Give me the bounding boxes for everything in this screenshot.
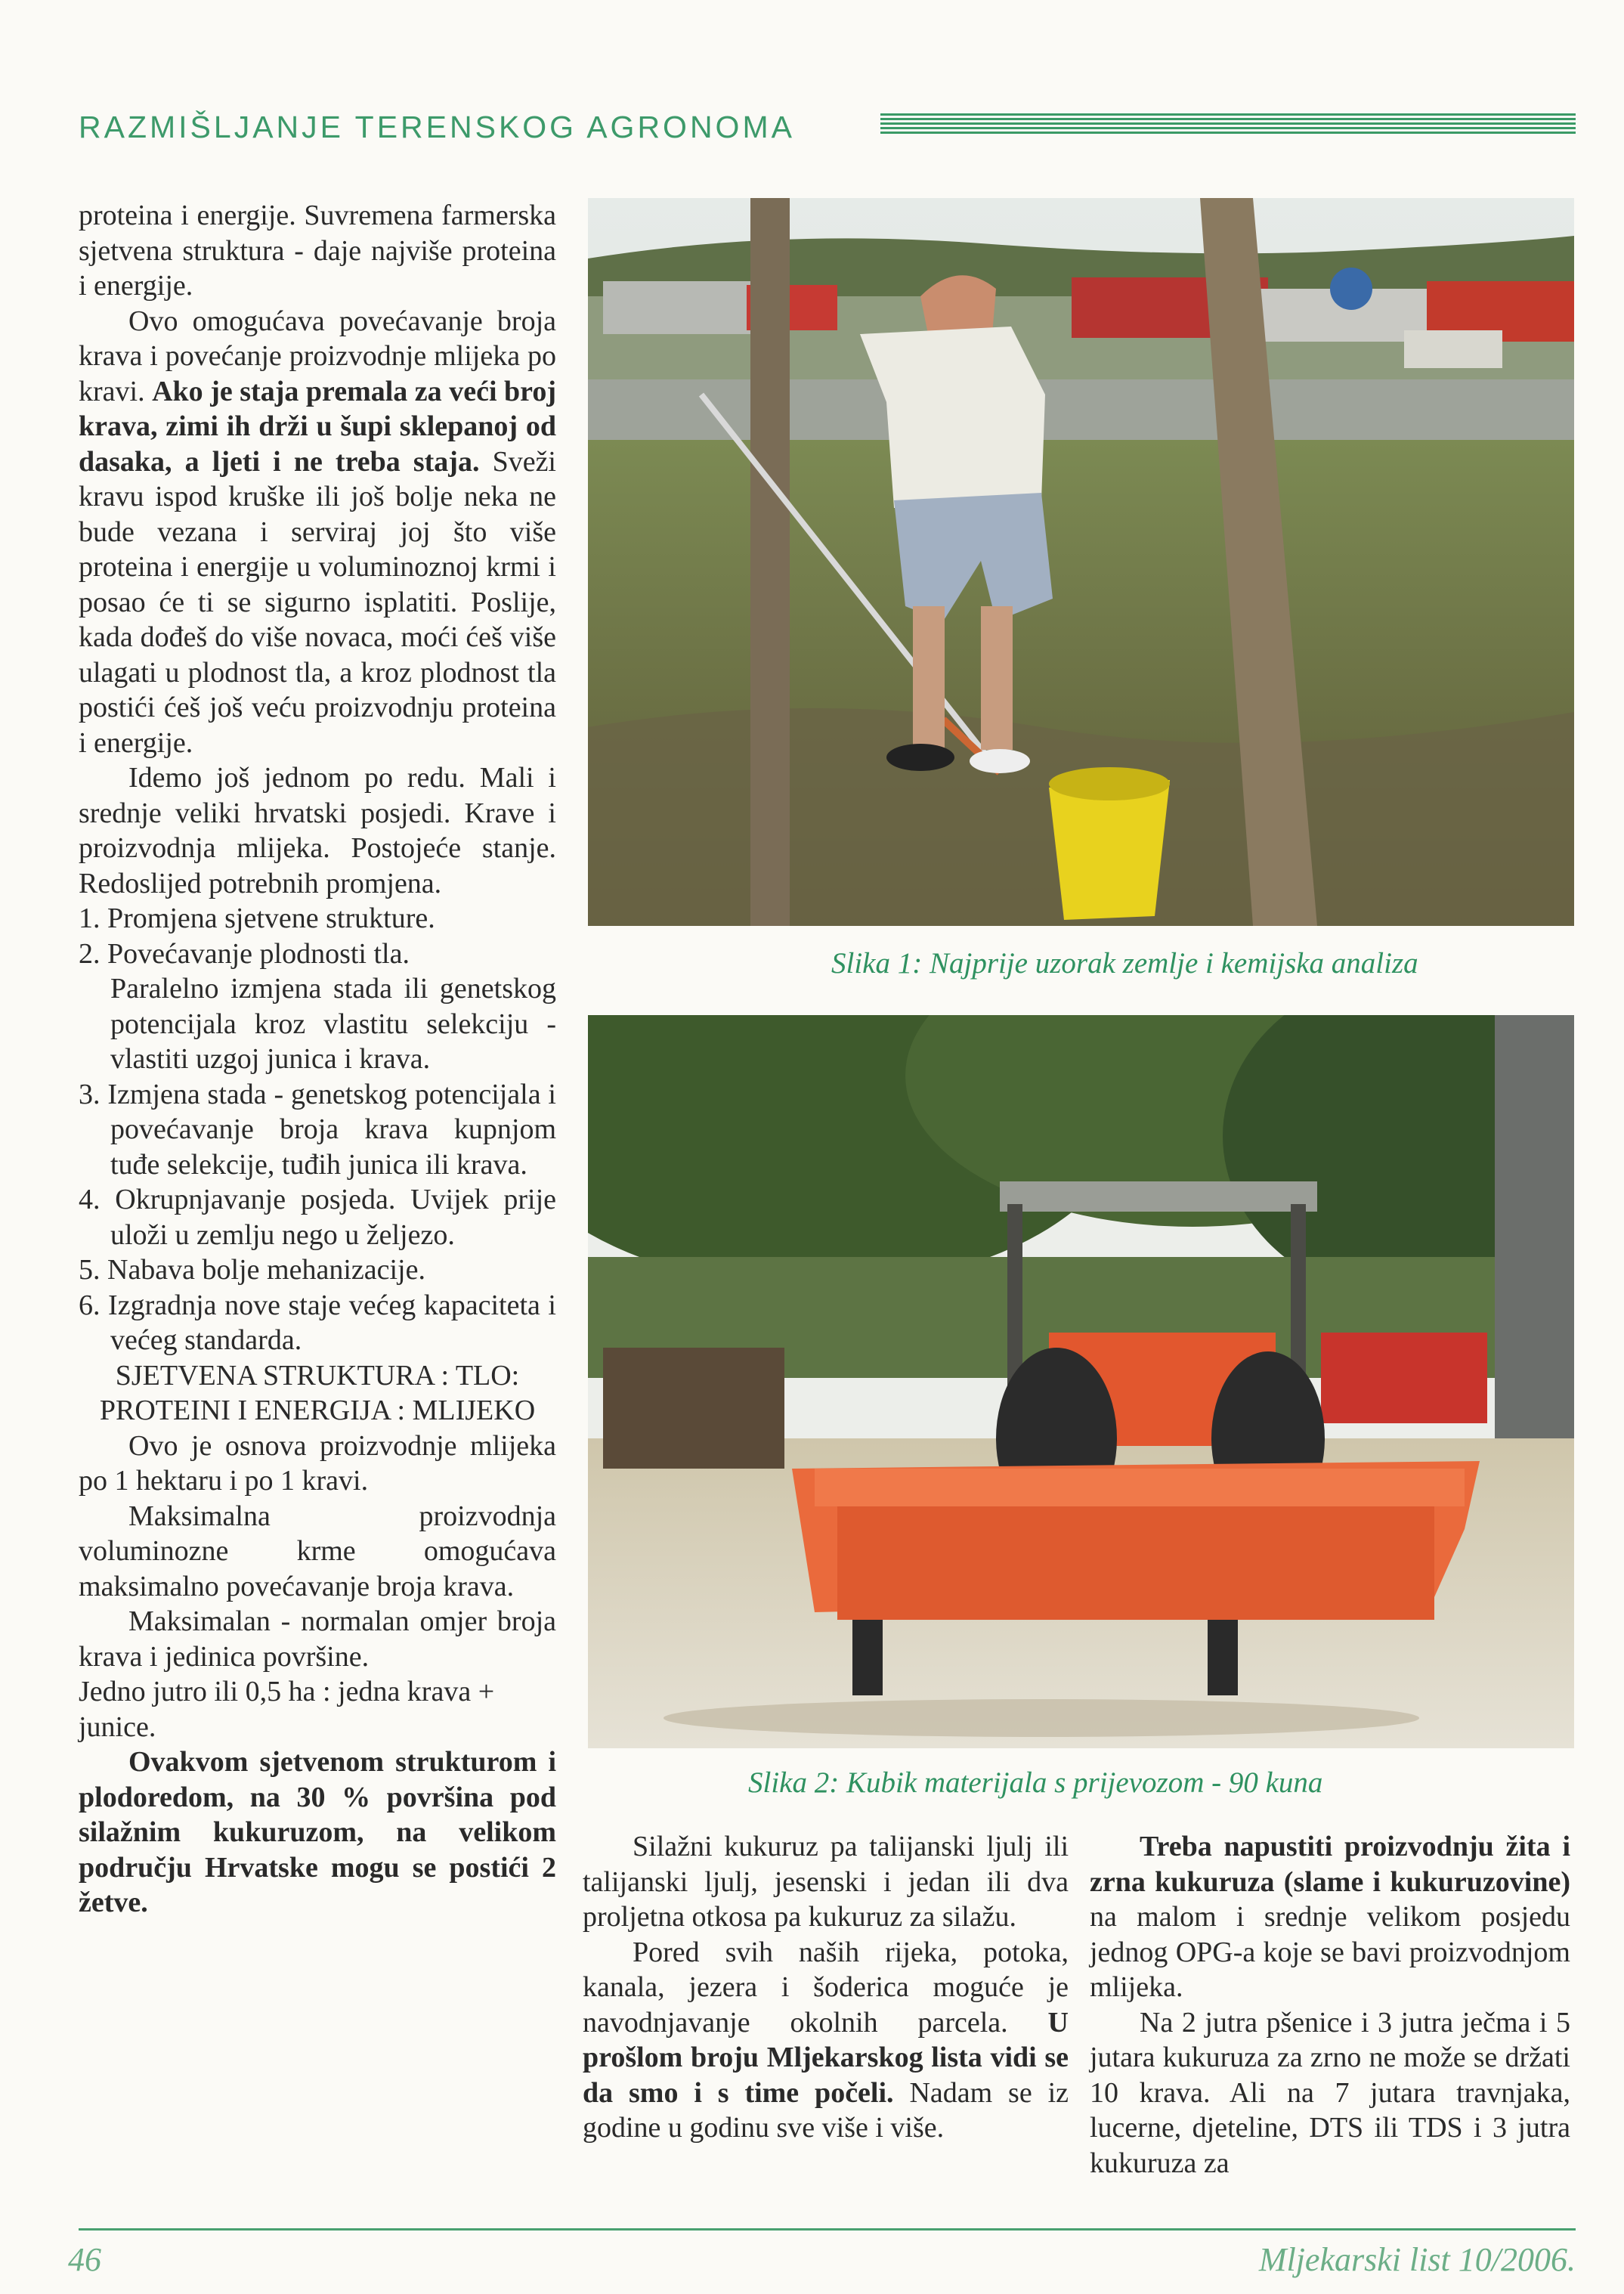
list-item: 4. Okrupnjavanje posjeda. Uvijek prije uloži u zemlju nego u željezo. [79,1184,556,1251]
paragraph: Idemo još jednom po redu. Mali i srednje veliki hrvatski posjedi. Krave i proizvodnja mlijeka. Postojeće stanje. Redoslijed potrebnih promjena. [79,762,556,899]
paragraph: Ovo omogućava povećavanje broja krava i povećanje proizvodnje mlijeka po kravi. Ako je staja premala za veći broj krava, zimi ih drži u šupi sklepanoj od dasaka, a ljeti i ne treba staja. Sveži kravu ispod kruške ili još bolje neka ne bude vezana i serviraj joj što više proteina i energije u voluminoznoj krmi i posao će ti se sigurno isplatiti. Poslije, kada dođeš do više novaca, moći ćeš više ulagati u plodnost tla, a kroz plodnost tla postići ćeš još veću proizvodnju proteina i energije. [79,305,556,759]
footer-rule [79,2228,1576,2231]
paragraph: Pored svih naših rijeka, potoka, kanala, jezera i šoderica moguće je navodnjavanje okolnih parcela. U prošlom broju Mljekarskog lista vidi se da smo i s time počeli. Nadam se iz godine u godinu sve više i više. [583,1936,1069,2144]
list-item: 3. Izmjena stada - genetskog potencijala i povećavanje broja krava kupnjom tuđe selekcije, tuđih junica ili krava. [79,1078,556,1181]
list-item-continuation: Paralelno izmjena stada ili genetskog potencijala kroz vlastitu selekciju - vlastiti uzgoj junica i krava. [110,973,556,1075]
list-item: 6. Izgradnja nove staje većeg kapaciteta i većeg standarda. [79,1289,556,1356]
list-item: 2. Povećavanje plodnosti tla. [79,937,410,970]
list-item: 5. Nabava bolje mehanizacije. [79,1254,425,1286]
header-rule [880,113,1576,136]
photo-tractor-trailer [588,1015,1574,1748]
formula-line: PROTEINI I ENERGIJA : MLIJEKO [99,1395,536,1426]
figure-2-caption: Slika 2: Kubik materijala s prijevozom - 90 kuna [748,1766,1323,1799]
paragraph-bold: Ovakvom sjetvenom strukturom i plodoredom, na 30 % površina pod silažnim kukuruzom, na velikom području Hrvatske mogu se postići 2 žetve. [79,1746,556,1918]
journal-issue: Mljekarski list 10/2006. [1258,2241,1576,2278]
photo-soil-sampling [588,198,1574,926]
paragraph: Ovo je osnova proizvodnje mlijeka po 1 hektaru i po 1 kravi. [79,1429,556,1497]
figure-1-caption: Slika 1: Najprije uzorak zemlje i kemijska analiza [831,947,1418,980]
paragraph: Jedno jutro ili 0,5 ha : jedna krava + junice. [79,1676,495,1743]
list-item: 1. Promjena sjetvene strukture. [79,902,435,934]
paragraph: Maksimalan - normalan omjer broja krava i jedinica površine. [79,1605,556,1673]
paragraph: Maksimalna proizvodnja voluminozne krme omogućava maksimalno povećavanje broja krava. [79,1500,556,1602]
section-header-title: RAZMIŠLJANJE TERENSKOG AGRONOMA [79,110,795,144]
paragraph: proteina i energije. Suvremena farmerska sjetvena struktura - daje najviše proteina i energije. [79,200,556,302]
paragraph: Treba napustiti proizvodnju žita i zrna kukuruza (slame i kukuruzovine) na malom i srednje velikom posjedu jednog OPG-a koje se bavi proizvodnjom mlijeka. [1090,1831,1570,2003]
paragraph: Silažni kukuruz pa talijanski ljulj ili talijanski ljulj, jesenski i jedan ili dva proljetna otkosa pa kukuruz za silažu. [583,1831,1069,1933]
formula-line: SJETVENA STRUKTURA : TLO: [115,1359,520,1392]
middle-column [583,1829,1069,2146]
left-column [79,198,556,1921]
paragraph: Na 2 jutra pšenice i 3 jutra ječma i 5 jutara kukuruza za zrno ne može se držati 10 krava. Ali na 7 jutara travnjaka, lucerne, djeteline, DTS ili TDS i 3 jutra kukuruza za [1090,2006,1570,2179]
page-number: 46 [68,2241,101,2278]
right-column [1090,1829,1570,2181]
